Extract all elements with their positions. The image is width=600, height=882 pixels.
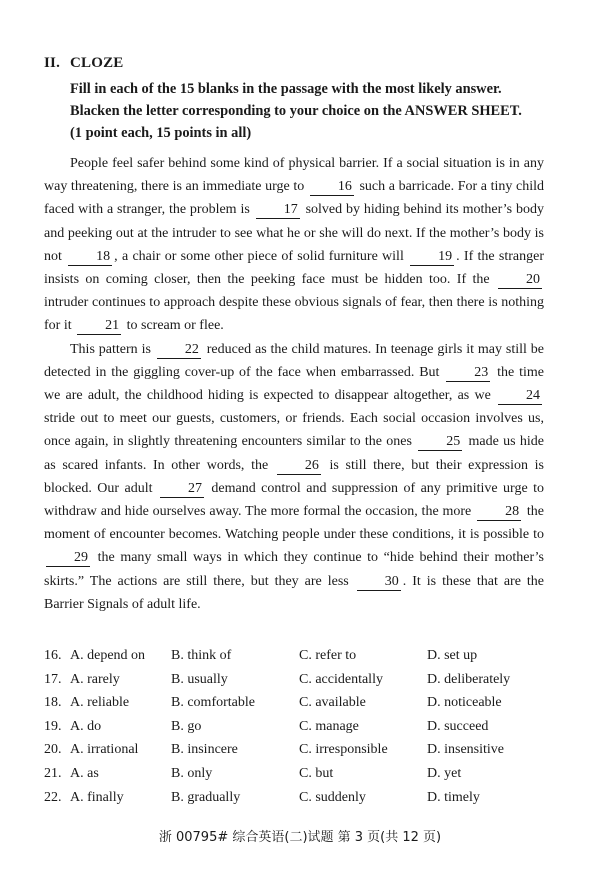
- instruction-line: Fill in each of the 15 blanks in the passage with the most likely answer.: [70, 81, 502, 97]
- instructions: [70, 78, 560, 144]
- option-a: A. do: [70, 718, 102, 734]
- blank-25: 25: [418, 434, 462, 451]
- option-a: A. finally: [70, 789, 124, 805]
- option-b: B. usually: [171, 671, 228, 687]
- question-number: 20.: [44, 742, 62, 758]
- option-row-17: [44, 672, 564, 696]
- blank-16: 16: [310, 179, 354, 196]
- option-a: A. reliable: [70, 695, 130, 711]
- option-d: D. insensitive: [427, 742, 504, 758]
- option-b: B. comfortable: [171, 695, 255, 711]
- blank-20: 20: [498, 272, 542, 289]
- page-footer: 浙 00795# 综合英语(二)试题 第 3 页(共 12 页): [158, 830, 442, 845]
- blank-21: 21: [77, 318, 121, 335]
- blank-29: 29: [46, 550, 90, 567]
- blank-17: 17: [256, 202, 300, 219]
- passage-text: to scream or flee.: [126, 318, 224, 334]
- question-number: 17.: [44, 671, 62, 687]
- question-number: 22.: [44, 789, 62, 805]
- option-a: A. depend on: [70, 648, 146, 663]
- option-d: D. noticeable: [427, 695, 502, 711]
- passage-text: reduced as the child matures. In teenage girls it may still be detected in the giggling cover-up of the face when embarrassed. But: [44, 341, 545, 380]
- option-row-19: [44, 719, 564, 743]
- blank-23: 23: [446, 365, 490, 382]
- passage-text: the moment of encounter becomes. Watching people under these conditions, it is possible to: [44, 504, 545, 543]
- option-row-20: [44, 742, 564, 766]
- cloze-passage: [44, 152, 544, 616]
- blank-18: 18: [68, 249, 112, 266]
- option-row-21: [44, 766, 564, 790]
- option-c: C. manage: [299, 718, 359, 734]
- option-c: C. but: [299, 765, 334, 781]
- option-c: C. refer to: [299, 648, 357, 663]
- blank-26: 26: [277, 458, 321, 475]
- question-number: 21.: [44, 765, 62, 781]
- passage-text: intruder continues to approach despite these obvious signals of fear, then there is nothing for it: [44, 295, 544, 334]
- passage-text: This pattern is: [70, 341, 151, 357]
- instruction-line: (1 point each, 15 points in all): [70, 125, 252, 141]
- passage-paragraph-2: [44, 338, 544, 616]
- section-title: CLOZE: [70, 55, 124, 71]
- passage-text: the time we are adult, the childhood hiding is expected to disappear altogether, as we: [44, 364, 544, 404]
- passage-text: , a chair or some other piece of solid furniture will: [114, 248, 404, 264]
- option-c: C. accidentally: [299, 671, 383, 687]
- section-number: II.: [44, 55, 61, 71]
- instruction-line: Blacken the letter corresponding to your choice on the ANSWER SHEET.: [70, 103, 522, 119]
- passage-paragraph-1: [44, 152, 544, 338]
- option-d: D. deliberately: [427, 671, 511, 687]
- passage-text: demand control and suppression of any primitive urge to withdraw and hide ourselves away. The more formal the occasion, the more: [44, 480, 544, 520]
- option-row-16: [44, 648, 564, 672]
- option-d: D. set up: [427, 648, 478, 663]
- question-number: 19.: [44, 718, 62, 734]
- option-b: B. think of: [171, 648, 232, 663]
- passage-text: People feel safer behind some kind of physical barrier. If a social situation is in any way threatening, there is an immediate urge to: [44, 156, 544, 195]
- option-b: B. insincere: [171, 742, 238, 758]
- option-c: C. suddenly: [299, 789, 366, 805]
- option-d: D. succeed: [427, 718, 489, 734]
- option-c: C. available: [299, 695, 366, 711]
- blank-28: 28: [477, 504, 521, 521]
- blank-24: 24: [498, 388, 542, 405]
- option-row-18: [44, 695, 564, 719]
- section-heading: [44, 55, 124, 72]
- blank-19: 19: [410, 249, 454, 266]
- passage-text: is still there, but their expression is blocked. Our adult: [44, 457, 544, 496]
- passage-text: the many small ways in which they continue to “hide behind their mother’s skirts.” The actions are still there, but they are less: [44, 550, 545, 589]
- option-d: D. yet: [427, 765, 462, 781]
- passage-text: made us hide as scared infants. In other words, the: [44, 434, 545, 473]
- blank-30: 30: [357, 574, 401, 591]
- answer-options: [44, 648, 564, 813]
- passage-text: . It is these that are the Barrier Signals of adult life.: [44, 573, 545, 612]
- blank-22: 22: [157, 342, 201, 359]
- option-a: A. irrational: [70, 742, 139, 758]
- question-number: 16.: [44, 648, 62, 663]
- passage-text: stride out to meet our guests, customers, or friends. Each social occasion involves us, once again, in slightly threatening encounters similar to the ones: [44, 411, 544, 450]
- option-a: A. as: [70, 765, 99, 781]
- passage-text: solved by hiding behind its mother’s body and peeking out at the intruder to see what he or she will do next. If the mother’s body is not: [44, 202, 545, 264]
- option-c: C. irresponsible: [299, 742, 388, 758]
- option-d: D. timely: [427, 789, 480, 805]
- passage-text: such a barricade. For a tiny child faced with a stranger, the problem is: [44, 179, 545, 218]
- question-number: 18.: [44, 695, 62, 711]
- option-a: A. rarely: [70, 671, 120, 687]
- blank-27: 27: [160, 481, 204, 498]
- passage-text: . If the stranger insists on coming closer, then the peeking face must be hidden too. If the: [44, 248, 544, 288]
- option-b: B. gradually: [171, 789, 241, 805]
- option-row-22: [44, 790, 564, 814]
- option-b: B. go: [171, 718, 202, 734]
- option-b: B. only: [171, 765, 213, 781]
